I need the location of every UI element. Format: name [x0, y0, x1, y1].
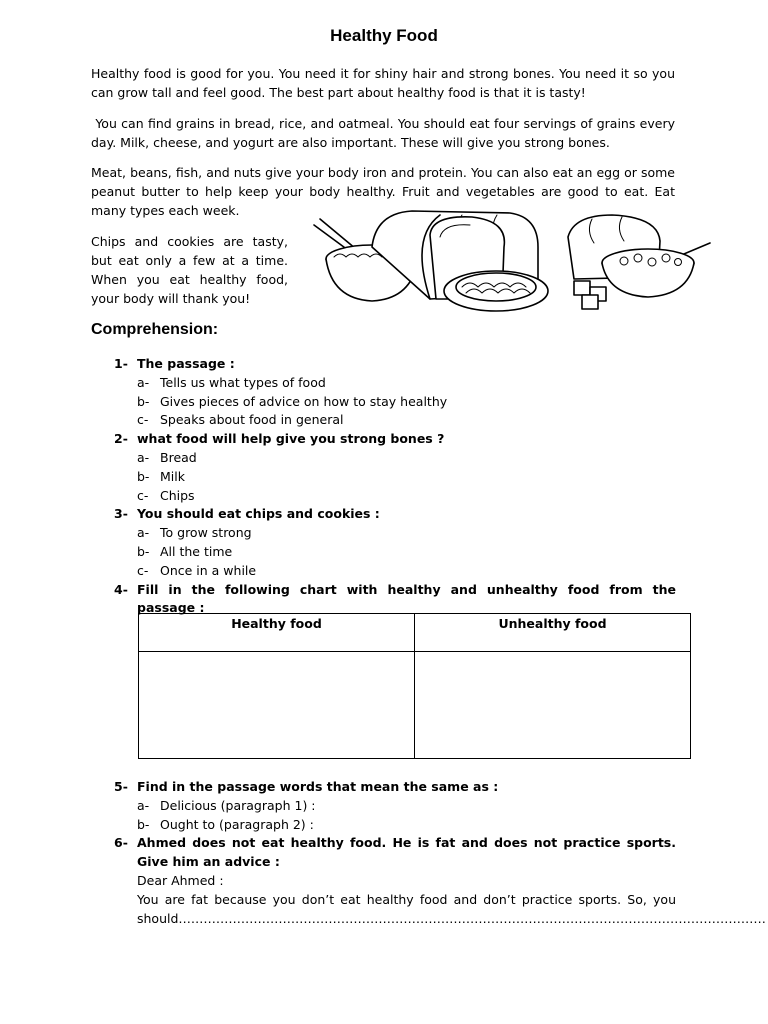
- paragraph-4: Chips and cookies are tasty, but eat only a few at a time. When you eat healthy food, your body will thank you!: [91, 234, 288, 306]
- option-letter: a-: [137, 797, 150, 813]
- option-letter: a-: [137, 374, 150, 390]
- option-text: To grow strong: [160, 525, 252, 541]
- question-6: [114, 834, 766, 928]
- question-list: [114, 355, 676, 618]
- option-item: [114, 543, 676, 562]
- option-letter: b-: [137, 543, 150, 559]
- question-text: Fill in the following chart with healthy and unhealthy food from the passage :: [137, 581, 676, 616]
- question-2: [114, 430, 676, 505]
- option-text: Tells us what types of food: [160, 374, 326, 390]
- question-number: 4-: [114, 581, 128, 597]
- comprehension-heading: Comprehension:: [91, 321, 219, 338]
- option-item: [114, 468, 676, 487]
- option-letter: b-: [137, 468, 150, 484]
- paragraph-3: Meat, beans, fish, and nuts give your body iron and protein. You can also eat an egg or some peanut butter to help keep your body healthy. Fruit and vegetables are good to eat. Eat many types each week.: [91, 165, 675, 218]
- chart-header-unhealthy: Unhealthy food: [415, 614, 691, 652]
- question-number: 1-: [114, 356, 128, 371]
- option-text: Once in a while: [160, 562, 257, 578]
- option-text: Ought to (paragraph 2) :: [160, 816, 314, 832]
- question-5: [114, 778, 676, 834]
- chart-cell-unhealthy[interactable]: [415, 652, 691, 759]
- option-item: [114, 374, 676, 393]
- question-number: 5-: [114, 779, 128, 794]
- option-letter: a-: [137, 449, 150, 465]
- option-item: [114, 816, 676, 835]
- option-letter: b-: [137, 393, 150, 409]
- question-number: 3-: [114, 506, 128, 522]
- option-text: Delicious (paragraph 1) :: [160, 797, 316, 813]
- page-title: Healthy Food: [330, 26, 438, 45]
- option-item: [114, 562, 676, 581]
- question-number: 6-: [114, 835, 128, 851]
- chart-cell-healthy[interactable]: [139, 652, 415, 759]
- question-text: You should eat chips and cookies :: [137, 506, 380, 522]
- question-text: Ahmed does not eat healthy food. He is fat and does not practice sports. Give him an advice :: [137, 835, 676, 870]
- option-letter: c-: [137, 487, 149, 503]
- option-text: Milk: [160, 468, 185, 484]
- chart-header-healthy: Healthy food: [139, 614, 415, 652]
- question-text: The passage :: [137, 356, 235, 371]
- option-item: [114, 524, 676, 543]
- option-letter: c-: [137, 412, 149, 428]
- question-list-2: [114, 778, 766, 928]
- option-item: [114, 487, 676, 506]
- option-item: [114, 797, 676, 816]
- question-1: [114, 355, 676, 430]
- paragraph-2: You can find grains in bread, rice, and oatmeal. You should eat four servings of grains every day. Milk, cheese, and yogurt are also important. These will give you strong bones.: [91, 116, 675, 150]
- option-letter: b-: [137, 816, 150, 832]
- option-item: [114, 411, 676, 430]
- option-letter: c-: [137, 562, 149, 578]
- option-item: [114, 393, 676, 412]
- paragraph-1: Healthy food is good for you. You need it for shiny hair and strong bones. You need it so you can grow tall and feel good. The best part about healthy food is that it is tasty!: [91, 66, 675, 100]
- question-3: [114, 505, 676, 580]
- food-chart-table: [138, 613, 691, 759]
- letter-body[interactable]: You are fat because you don’t eat healthy food and don’t practice sports. So, you should……………………………………………………………………………………………………………………………: [137, 891, 766, 926]
- option-text: All the time: [160, 543, 233, 559]
- option-letter: a-: [137, 525, 150, 541]
- option-item: [114, 449, 676, 468]
- option-text: Chips: [160, 487, 195, 503]
- question-text: what food will help give you strong bones ?: [137, 431, 445, 447]
- option-text: Bread: [160, 449, 197, 465]
- option-text: Speaks about food in general: [160, 412, 344, 428]
- food-illustration: [312, 207, 714, 317]
- question-number: 2-: [114, 431, 128, 447]
- option-text: Gives pieces of advice on how to stay healthy: [160, 393, 448, 409]
- letter-greeting: Dear Ahmed :: [137, 872, 224, 888]
- question-text: Find in the passage words that mean the same as :: [137, 779, 499, 794]
